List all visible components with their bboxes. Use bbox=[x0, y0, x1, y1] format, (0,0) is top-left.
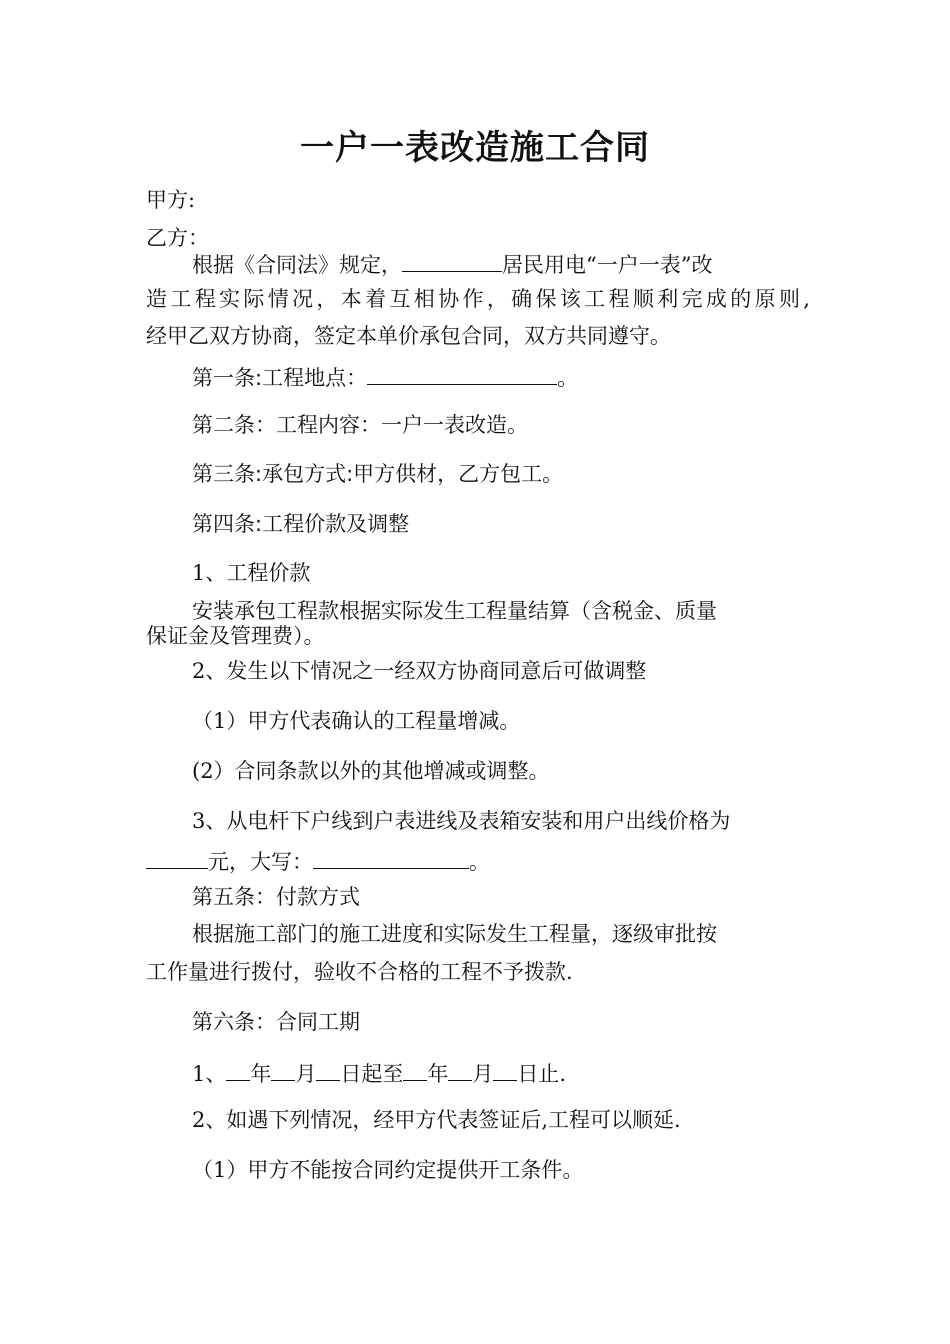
blank-field bbox=[313, 847, 469, 869]
article-6-item-2: 2、如遇下列情况，经甲方代表签证后,工程可以顺延. bbox=[192, 1108, 681, 1132]
party-b-label: 乙方： bbox=[146, 226, 209, 250]
article-1-label: 第一条:工程地点： bbox=[192, 366, 368, 390]
article-6-label: 第六条：合同工期 bbox=[192, 1010, 360, 1034]
article-6-item-1 bbox=[192, 1059, 810, 1086]
intro-line-2: 造工程实际情况，本着互相协作，确保该工程顺利完成的原则, bbox=[146, 287, 810, 311]
article-4-item-1-text-b: 保证金及管理费）。 bbox=[146, 624, 325, 648]
article-4-label: 第四条:工程价款及调整 bbox=[192, 512, 410, 536]
article-5-text-a: 根据施工部门的施工进度和实际发生工程量，逐级审批按 bbox=[192, 922, 717, 946]
article-2-value: 一户一表改造。 bbox=[381, 413, 528, 437]
price-yuan-label: 元，大写： bbox=[208, 850, 313, 874]
day-start-label: 日起至 bbox=[340, 1062, 404, 1086]
article-4-item-3-b bbox=[146, 847, 810, 874]
article-4-item-2-1: （1）甲方代表确认的工程量增减。 bbox=[192, 709, 521, 733]
blank-field bbox=[271, 1059, 295, 1081]
blank-field bbox=[146, 847, 208, 869]
article-1-suffix: 。 bbox=[557, 366, 579, 390]
document-title: 一户一表改造施工合同 bbox=[300, 128, 650, 168]
article-5-label: 第五条：付款方式 bbox=[192, 885, 360, 909]
article-4-item-3-a: 3、从电杆下户线到户表进线及表箱安装和用户出线价格为 bbox=[192, 809, 731, 833]
year-label: 年 bbox=[250, 1062, 272, 1086]
intro-text-a: 根据《合同法》规定， bbox=[192, 253, 402, 277]
article-4-item-2: 2、发生以下情况之一经双方协商同意后可做调整 bbox=[192, 659, 647, 683]
article-5-text-b: 工作量进行拨付，验收不合格的工程不予拨款. bbox=[146, 960, 573, 984]
blank-field bbox=[367, 363, 557, 385]
article-3-label: 第三条:承包方式: bbox=[192, 462, 354, 486]
article-3 bbox=[192, 462, 810, 486]
article-1 bbox=[192, 363, 810, 390]
intro-line-1 bbox=[192, 250, 810, 277]
article-4-item-1: 1、工程价款 bbox=[192, 561, 311, 585]
blank-field bbox=[226, 1059, 250, 1081]
blank-field bbox=[403, 1059, 427, 1081]
price-suffix: 。 bbox=[469, 850, 490, 874]
article-3-value: 甲方供材，乙方包工。 bbox=[353, 462, 564, 486]
month-label: 月 bbox=[472, 1062, 494, 1086]
article-6-item-2-1: （1）甲方不能按合同约定提供开工条件。 bbox=[192, 1158, 584, 1182]
blank-field bbox=[402, 250, 502, 272]
article-4-item-1-text-a: 安装承包工程款根据实际发生工程量结算（含税金、质量 bbox=[192, 599, 717, 623]
party-a-label: 甲方: bbox=[146, 188, 196, 212]
blank-field bbox=[448, 1059, 472, 1081]
blank-field bbox=[493, 1059, 517, 1081]
day-end-label: 日止. bbox=[517, 1062, 567, 1086]
article-4-item-2-2: (2）合同条款以外的其他增减或调整。 bbox=[192, 759, 550, 783]
blank-field bbox=[316, 1059, 340, 1081]
article-2-label: 第二条：工程内容： bbox=[192, 413, 381, 437]
month-label: 月 bbox=[295, 1062, 317, 1086]
intro-line-3: 经甲乙双方协商，签定本单价承包合同，双方共同遵守。 bbox=[146, 324, 671, 348]
intro-text-b: 居民用电“一户一表”改 bbox=[502, 253, 713, 277]
year-label: 年 bbox=[427, 1062, 449, 1086]
item-number: 1、 bbox=[192, 1062, 227, 1086]
article-2 bbox=[192, 413, 810, 437]
